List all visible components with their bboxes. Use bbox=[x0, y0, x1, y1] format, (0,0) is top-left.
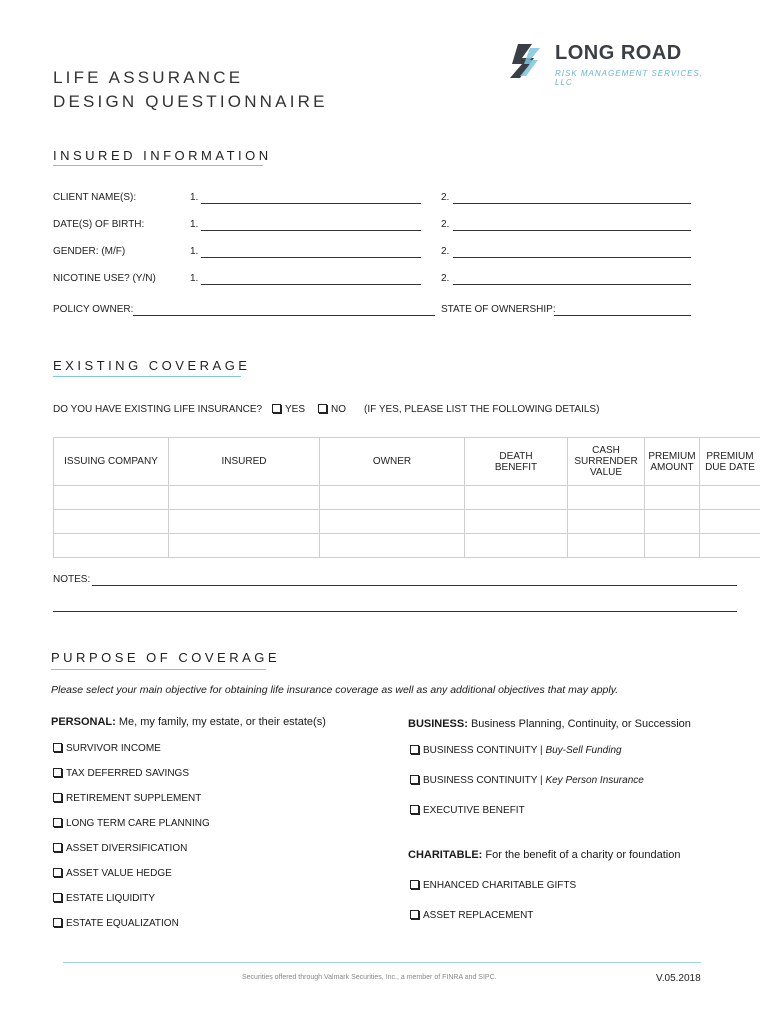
footer-disclaimer: Securities offered through Valmark Securities, Inc., a member of FINRA and SIPC. bbox=[242, 974, 497, 981]
long-term-care-checkbox[interactable] bbox=[53, 818, 210, 829]
checkbox-sublabel: Buy-Sell Funding bbox=[545, 745, 622, 756]
nicotine-1-field[interactable] bbox=[201, 284, 421, 285]
col-premium-amount: PREMIUM AMOUNT bbox=[645, 438, 700, 486]
checkbox-icon bbox=[53, 843, 62, 852]
checkbox-label: LONG TERM CARE PLANNING bbox=[66, 818, 210, 829]
personal-desc: Me, my family, my estate, or their estate(s) bbox=[118, 716, 326, 728]
notes-field-line-2[interactable] bbox=[53, 611, 737, 612]
yes-label: YES bbox=[285, 404, 306, 415]
checkbox-label: ASSET REPLACEMENT bbox=[423, 910, 534, 921]
checkbox-icon bbox=[272, 404, 281, 413]
estate-liquidity-checkbox[interactable] bbox=[53, 893, 155, 904]
table-row[interactable] bbox=[54, 534, 761, 558]
col-premium-due-date: PREMIUM DUE DATE bbox=[700, 438, 761, 486]
key-person-insurance-checkbox[interactable] bbox=[410, 775, 644, 786]
gender-2-field[interactable] bbox=[453, 257, 691, 258]
dob-1-number: 1. bbox=[190, 219, 199, 230]
dob-2-field[interactable] bbox=[453, 230, 691, 231]
insured-section-heading: INSURED INFORMATION bbox=[53, 148, 272, 163]
checkbox-label: BUSINESS CONTINUITY | bbox=[423, 775, 543, 786]
asset-replacement-checkbox[interactable] bbox=[410, 910, 533, 921]
charitable-desc: For the benefit of a charity or foundation bbox=[485, 849, 681, 861]
checkbox-icon bbox=[53, 893, 62, 902]
section-underline bbox=[53, 376, 241, 377]
company-logo bbox=[508, 40, 708, 87]
policy-owner-label: POLICY OWNER: bbox=[53, 304, 134, 315]
page-title bbox=[53, 66, 328, 114]
logo-subtitle: RISK MANAGEMENT SERVICES, LLC bbox=[555, 69, 703, 87]
client-1-number: 1. bbox=[190, 192, 199, 203]
checkbox-icon bbox=[53, 818, 62, 827]
table-header-row bbox=[54, 438, 761, 486]
purpose-section-heading: PURPOSE OF COVERAGE bbox=[51, 650, 281, 665]
checkbox-label: TAX DEFERRED SAVINGS bbox=[66, 768, 189, 779]
business-title: BUSINESS: bbox=[408, 718, 468, 730]
checkbox-label: ESTATE LIQUIDITY bbox=[66, 893, 156, 904]
checkbox-label: ESTATE EQUALIZATION bbox=[66, 918, 179, 929]
existing-yes-checkbox[interactable] bbox=[272, 404, 305, 415]
table-row[interactable] bbox=[54, 486, 761, 510]
buy-sell-funding-checkbox[interactable] bbox=[410, 745, 622, 756]
checkbox-icon bbox=[53, 743, 62, 752]
checkbox-label: SURVIVOR INCOME bbox=[66, 743, 161, 754]
checkbox-icon bbox=[53, 918, 62, 927]
col-issuing-company: ISSUING COMPANY bbox=[54, 438, 169, 486]
checkbox-icon bbox=[410, 880, 419, 889]
table-row[interactable] bbox=[54, 510, 761, 534]
charitable-heading bbox=[408, 849, 680, 861]
logo-name: LONG ROAD bbox=[555, 42, 682, 64]
checkbox-icon bbox=[410, 745, 419, 754]
checkbox-label: BUSINESS CONTINUITY | bbox=[423, 745, 543, 756]
footer-divider bbox=[63, 962, 701, 963]
checkbox-label: ENHANCED CHARITABLE GIFTS bbox=[423, 880, 577, 891]
dob-1-field[interactable] bbox=[201, 230, 421, 231]
existing-instruction: (IF YES, PLEASE LIST THE FOLLOWING DETAILS) bbox=[364, 404, 600, 415]
client-name-1-field[interactable] bbox=[201, 203, 421, 204]
no-label: NO bbox=[331, 404, 346, 415]
gender-label: GENDER: (M/F) bbox=[53, 246, 126, 257]
checkbox-icon bbox=[53, 793, 62, 802]
state-ownership-field[interactable] bbox=[554, 315, 691, 316]
nicotine-2-number: 2. bbox=[441, 273, 450, 284]
gender-1-field[interactable] bbox=[201, 257, 421, 258]
retirement-supplement-checkbox[interactable] bbox=[53, 793, 201, 804]
executive-benefit-checkbox[interactable] bbox=[410, 805, 525, 816]
checkbox-icon bbox=[410, 805, 419, 814]
asset-diversification-checkbox[interactable] bbox=[53, 843, 187, 854]
col-insured: INSURED bbox=[169, 438, 320, 486]
checkbox-label: ASSET DIVERSIFICATION bbox=[66, 843, 188, 854]
footer-version: V.05.2018 bbox=[656, 973, 701, 984]
client-2-number: 2. bbox=[441, 192, 450, 203]
estate-equalization-checkbox[interactable] bbox=[53, 918, 179, 929]
checkbox-icon bbox=[410, 910, 419, 919]
long-road-logo-icon bbox=[508, 42, 548, 80]
checkbox-sublabel: Key Person Insurance bbox=[545, 775, 644, 786]
col-death-benefit: DEATH BENEFIT bbox=[465, 438, 568, 486]
survivor-income-checkbox[interactable] bbox=[53, 743, 161, 754]
checkbox-icon bbox=[53, 868, 62, 877]
checkbox-icon bbox=[318, 404, 327, 413]
nicotine-2-field[interactable] bbox=[453, 284, 691, 285]
tax-deferred-savings-checkbox[interactable] bbox=[53, 768, 189, 779]
business-heading bbox=[408, 718, 691, 730]
title-line-2: DESIGN QUESTIONNAIRE bbox=[53, 92, 328, 111]
client-name-2-field[interactable] bbox=[453, 203, 691, 204]
existing-no-checkbox[interactable] bbox=[318, 404, 346, 415]
state-ownership-label: STATE OF OWNERSHIP: bbox=[441, 304, 556, 315]
title-line-1: LIFE ASSURANCE bbox=[53, 68, 244, 87]
gender-2-number: 2. bbox=[441, 246, 450, 257]
col-owner: OWNER bbox=[320, 438, 465, 486]
charitable-title: CHARITABLE: bbox=[408, 849, 483, 861]
purpose-instruction: Please select your main objective for obtaining life insurance coverage as well as any additional objectives that may apply. bbox=[51, 684, 619, 696]
personal-heading bbox=[51, 716, 326, 728]
section-underline bbox=[53, 165, 263, 166]
checkbox-icon bbox=[410, 775, 419, 784]
policy-owner-field[interactable] bbox=[133, 315, 435, 316]
checkbox-label: ASSET VALUE HEDGE bbox=[66, 868, 172, 879]
existing-coverage-table bbox=[53, 437, 760, 558]
notes-field-line-1[interactable] bbox=[92, 585, 737, 586]
business-desc: Business Planning, Continuity, or Succession bbox=[470, 718, 691, 730]
personal-title: PERSONAL: bbox=[51, 716, 116, 728]
gender-1-number: 1. bbox=[190, 246, 199, 257]
nicotine-label: NICOTINE USE? (Y/N) bbox=[53, 273, 156, 284]
enhanced-charitable-gifts-checkbox[interactable] bbox=[410, 880, 576, 891]
checkbox-icon bbox=[53, 768, 62, 777]
section-underline bbox=[51, 669, 266, 670]
asset-value-hedge-checkbox[interactable] bbox=[53, 868, 172, 879]
notes-label: NOTES: bbox=[53, 574, 91, 585]
client-name-label: CLIENT NAME(S): bbox=[53, 192, 137, 203]
existing-section-heading: EXISTING COVERAGE bbox=[53, 358, 251, 373]
col-cash-surrender-value: CASH SURRENDER VALUE bbox=[568, 438, 645, 486]
existing-insurance-question: DO YOU HAVE EXISTING LIFE INSURANCE? bbox=[53, 404, 263, 415]
dob-2-number: 2. bbox=[441, 219, 450, 230]
dob-label: DATE(S) OF BIRTH: bbox=[53, 219, 145, 230]
checkbox-label: EXECUTIVE BENEFIT bbox=[423, 805, 525, 816]
nicotine-1-number: 1. bbox=[190, 273, 199, 284]
checkbox-label: RETIREMENT SUPPLEMENT bbox=[66, 793, 202, 804]
